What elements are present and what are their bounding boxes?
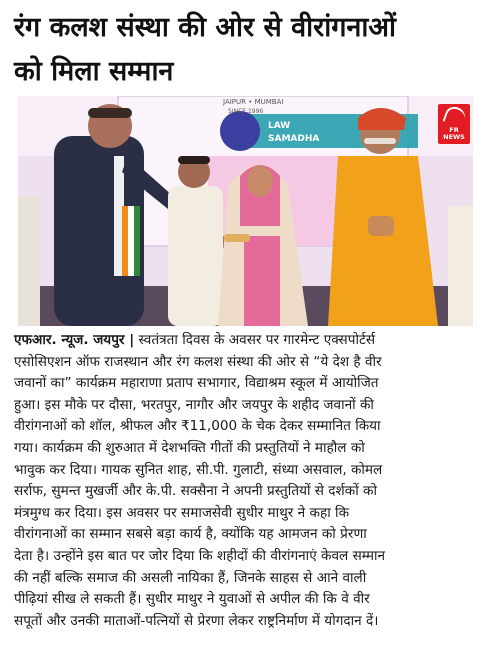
logo-line-2: NEWS	[443, 133, 465, 141]
news-photo	[18, 96, 473, 326]
headline	[14, 6, 476, 94]
banner-top-text: JAIPUR • MUMBAI	[223, 98, 284, 106]
body-line: एसोसिएशन ऑफ राजस्थान और रंग कलश संस्था की ओर से “ये देश है वीर	[14, 353, 382, 370]
body-line: गया। कार्यक्रम की शुरुआत में देशभक्ति गीतों की प्रस्तुतियों ने माहौल को	[14, 439, 365, 456]
fr-news-logo	[438, 104, 470, 144]
logo-line-1: FR	[449, 126, 459, 134]
body-line: सपूतों और उनकी माताओं-पत्नियों से प्रेरणा लेकर राष्ट्रनिर्माण में योगदान दें।	[14, 612, 379, 629]
body-line: पीढ़ियां सीख ले सकती हैं। सुधीर माथुर ने युवाओं से अपील की कि वे वीर	[14, 591, 370, 608]
felicitation-photo	[18, 96, 473, 326]
tricolour-sash	[122, 206, 140, 276]
article-body	[14, 330, 476, 632]
body-line: देता है। उन्होंने इस बात पर जोर दिया कि शहीदों की वीरांगनाएं केवल सम्मान	[14, 547, 386, 564]
banner-samadha-text: SAMADHA	[268, 134, 320, 144]
body-line: वीरांगनाओं का सम्मान सबसे बड़ा कार्य है, क्योंकि यह आमजन को प्रेरणा	[14, 526, 367, 543]
banner-since-text: SINCE 1996	[228, 108, 264, 115]
person-right-edge	[448, 206, 473, 326]
banner-logo-disc	[220, 111, 260, 151]
fr-news-logo-text	[443, 127, 465, 141]
headline-line-1: रंग कलश संस्था की ओर से वीरांगनाओं	[14, 12, 396, 43]
body-line: सर्राफ, सुमन्त मुखर्जी और के.पी. सक्सैना ने अपनी प्रस्तुतियों से दर्शकों को	[14, 483, 378, 500]
dateline: एफआर. न्यूज. जयपुर |	[14, 332, 135, 348]
headline-line-2: को मिला सम्मान	[14, 56, 174, 87]
body-line: मंत्रमुग्ध कर दिया। इस अवसर पर समाजसेवी सुधीर माथुर ने कहा कि	[14, 504, 350, 521]
banner-law-text: LAW	[268, 121, 291, 131]
fr-news-logo-icon	[443, 104, 468, 128]
body-line: वीरांगनाओं को शॉल, श्रीफल और ₹11,000 के चेक देकर सम्मानित किया	[14, 418, 381, 435]
body-line-1	[14, 330, 476, 352]
body-line: जवानों का” कार्यक्रम महाराणा प्रताप सभागार, विद्याश्रम स्कूल में आयोजित	[14, 375, 379, 392]
body-line: हुआ। इस मौके पर दौसा, भरतपुर, नागौर और जयपुर के शहीद जवानों की	[14, 396, 374, 413]
body-line-1-text: स्वतंत्रता दिवस के अवसर पर गारमेन्ट एक्सपोर्टर्स	[138, 332, 376, 348]
body-line: की नहीं बल्कि समाज की असली नायिका हैं, जिनके साहस से आने वाली	[14, 569, 367, 586]
body-line: भावुक कर दिया। गायक सुनित शाह, सी.पी. गुलाटी, संध्या असवाल, कोमल	[14, 461, 383, 478]
person-left-edge	[18, 196, 40, 326]
